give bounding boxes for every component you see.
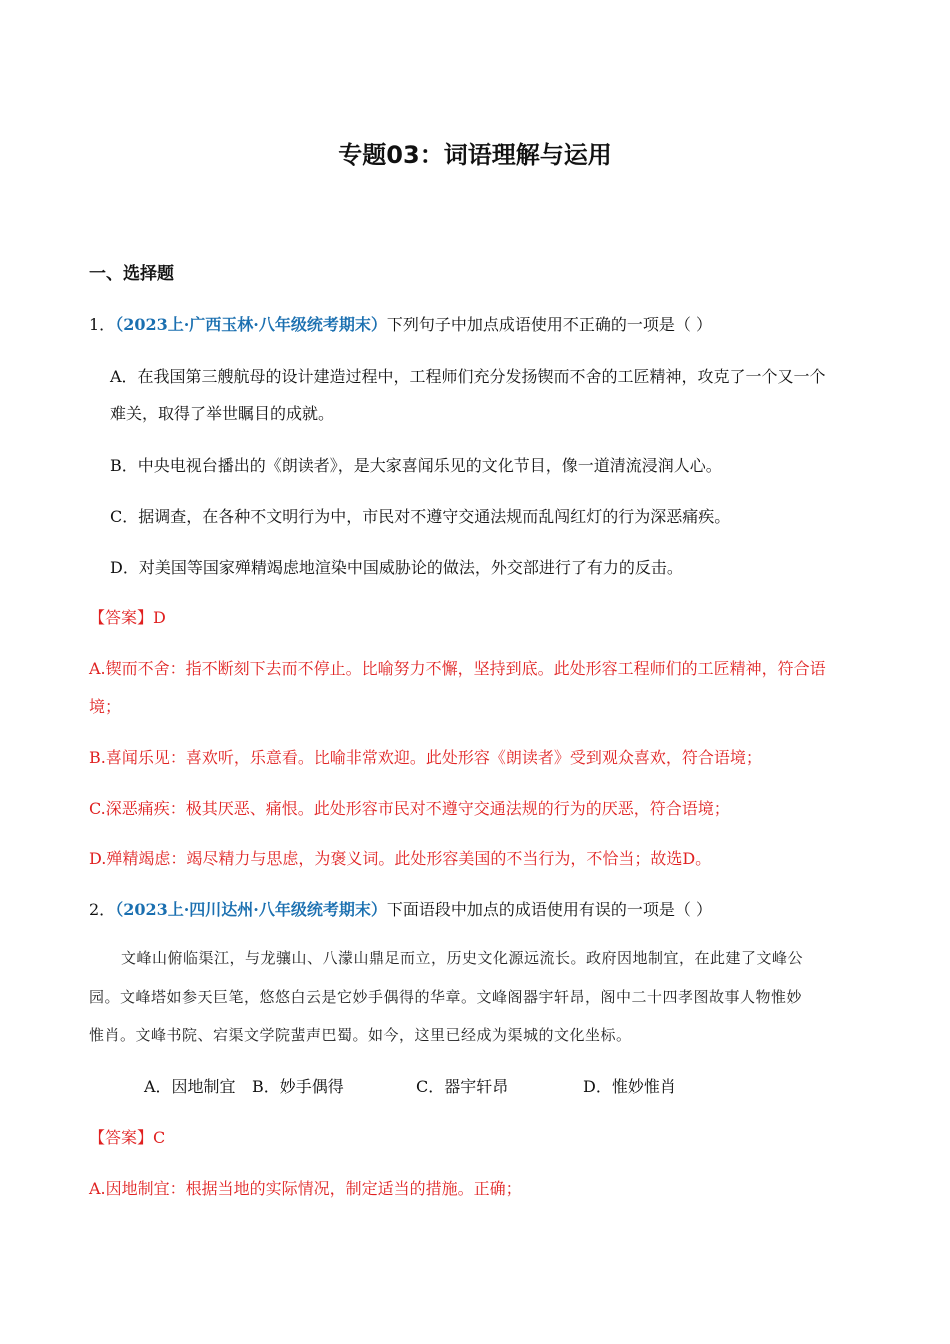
question-1-option-b: B．中央电视台播出的《朗读者》，是大家喜闻乐见的文化节目，像一道清流浸润人心。 [110,456,722,475]
question-2-option-b: B．妙手偶得 [252,1077,344,1096]
question-1-option-c: C．据调查，在各种不文明行为中，市民对不遵守交通法规而乱闯红灯的行为深恶痛疾。 [110,507,731,526]
question-1-stem: 下列句子中加点成语使用不正确的一项是（ ） [386,315,712,334]
answer-value: D [153,608,166,627]
question-2-answer [89,1125,165,1148]
question-1-explanation-b: B.喜闻乐见：喜欢听，乐意看。比喻非常欢迎。此处形容《朗读者》受到观众喜欢，符合语境； [89,748,762,767]
question-1-option-a-continued: 难关，取得了举世瞩目的成就。 [110,404,335,423]
question-2-stem-line [89,897,712,920]
page-title: 专题03：词语理解与运用 [338,141,612,169]
question-1-explanation-c: C.深恶痛疾：极其厌恶、痛恨。此处形容市民对不遵守交通法规的行为的厌恶，符合语境； [89,799,730,818]
question-1-option-a: A．在我国第三艘航母的设计建造过程中，工程师们充分发扬锲而不舍的工匠精神，攻克了一个又一个 [110,367,826,386]
question-1-explanation-d: D.殚精竭虑：竭尽精力与思虑，为褒义词。此处形容美国的不当行为，不恰当；故选D。 [89,849,712,868]
question-2-option-d: D．惟妙惟肖 [583,1077,676,1096]
question-2-option-a: A．因地制宜 [144,1077,236,1096]
answer-value: C [153,1128,166,1147]
question-2-passage-line-1: 文峰山俯临渠江，与龙骧山、八濛山鼎足而立，历史文化源远流长。政府因地制宜，在此建了文峰公 [121,949,804,967]
answer-label: 【答案】 [89,608,154,627]
question-2-passage-line-2: 园。文峰塔如参天巨笔，悠悠白云是它妙手偶得的华章。文峰阁器宇轩昂，阁中二十四孝图故事人物惟妙 [89,988,803,1006]
question-1-explanation-a: A.锲而不舍：指不断刻下去而不停止。比喻努力不懈，坚持到底。此处形容工程师们的工匠精神，符合语 [89,659,826,678]
question-2-passage-line-3: 惟肖。文峰书院、宕渠文学院蜚声巴蜀。如今，这里已经成为渠城的文化坐标。 [89,1026,632,1044]
question-1-explanation-a-continued: 境； [89,697,122,716]
question-1-stem-line [89,312,712,335]
question-1-source: （2023上·广西玉林·八年级统考期末） [115,315,387,334]
answer-label: 【答案】 [89,1128,154,1147]
question-2-stem: 下面语段中加点的成语使用有误的一项是（ ） [386,900,712,919]
question-1-answer [89,605,166,628]
question-2-number: 2． [89,900,116,919]
question-2-source: （2023上·四川达州·八年级统考期末） [115,900,387,919]
question-2-option-c: C．器宇轩昂 [416,1077,509,1096]
question-1-number: 1． [89,315,116,334]
section-heading: 一、选择题 [89,264,174,284]
question-1-option-d: D．对美国等国家殚精竭虑地渲染中国威胁论的做法，外交部进行了有力的反击。 [110,558,683,577]
question-2-explanation-a: A.因地制宜：根据当地的实际情况，制定适当的措施。正确； [89,1179,522,1198]
